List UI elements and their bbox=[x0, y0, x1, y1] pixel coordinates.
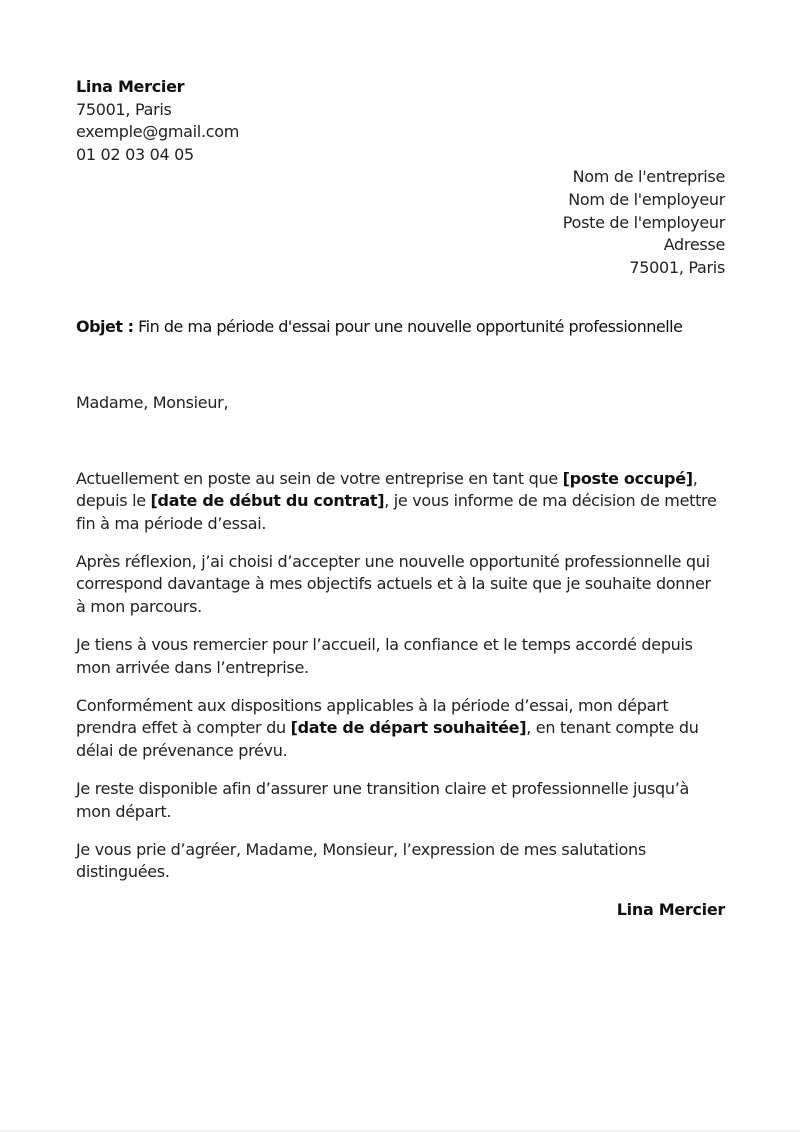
paragraph-6: Je vous prie d’agréer, Madame, Monsieur, l’expression de mes salutations distinguées. bbox=[76, 839, 646, 882]
sender-name: Lina Mercier bbox=[76, 77, 185, 96]
subject-label: Objet : bbox=[76, 317, 134, 337]
recipient-company: Nom de l'entreprise bbox=[572, 167, 725, 187]
signature: Lina Mercier bbox=[616, 899, 725, 919]
sender-city: 75001, Paris bbox=[76, 99, 172, 119]
placeholder-poste-occupe: [poste occupé] bbox=[562, 468, 693, 488]
paragraph-4-text-c: , en tenant compte du délai de prévenance prévu. bbox=[76, 718, 699, 760]
sender-email: exemple@gmail.com bbox=[76, 122, 240, 142]
paragraph-5: Je reste disponible afin d’assurer une transition claire et professionnelle jusqu’à mon départ. bbox=[76, 779, 690, 821]
paragraph-3: Je tiens à vous remercier pour l’accueil, la confiance et le temps accordé depuis mon arrivée dans l’entreprise. bbox=[76, 635, 693, 677]
recipient-city: 75001, Paris bbox=[629, 257, 725, 277]
subject-line bbox=[76, 316, 725, 339]
paragraph-4 bbox=[76, 695, 725, 763]
placeholder-date-depart: [date de départ souhaitée] bbox=[290, 718, 527, 738]
letter-body bbox=[76, 468, 725, 884]
sender-phone: 01 02 03 04 05 bbox=[76, 144, 194, 164]
recipient-address: Adresse bbox=[663, 235, 725, 255]
paragraph-1-text-e: , je vous informe de ma décision de mettre fin à ma période d’essai. bbox=[76, 491, 717, 533]
paragraph-1-text-a: Actuellement en poste au sein de votre entreprise en tant que bbox=[76, 468, 563, 488]
placeholder-date-debut-contrat: [date de début du contrat] bbox=[150, 491, 385, 511]
salutation: Madame, Monsieur, bbox=[76, 392, 229, 412]
recipient-employer-name: Nom de l'employeur bbox=[568, 189, 725, 209]
subject-text: Fin de ma période d'essai pour une nouvelle opportunité professionnelle bbox=[133, 317, 683, 337]
sender-block bbox=[76, 76, 725, 166]
paragraph-2: Après réflexion, j’ai choisi d’accepter une nouvelle opportunité professionnelle qui correspond davantage à mes objectifs actuels et à la suite que je souhaite donner à mon parcours. bbox=[76, 551, 711, 616]
letter bbox=[76, 76, 725, 922]
paragraph-4-text-a: Conformément aux dispositions applicables à la période d’essai, mon départ prendra effet à compter du bbox=[76, 695, 669, 738]
recipient-block bbox=[76, 166, 725, 279]
paragraph-1-text-c: , depuis le bbox=[76, 468, 698, 511]
paragraph-1 bbox=[76, 468, 725, 536]
recipient-employer-position: Poste de l'employeur bbox=[562, 212, 725, 232]
